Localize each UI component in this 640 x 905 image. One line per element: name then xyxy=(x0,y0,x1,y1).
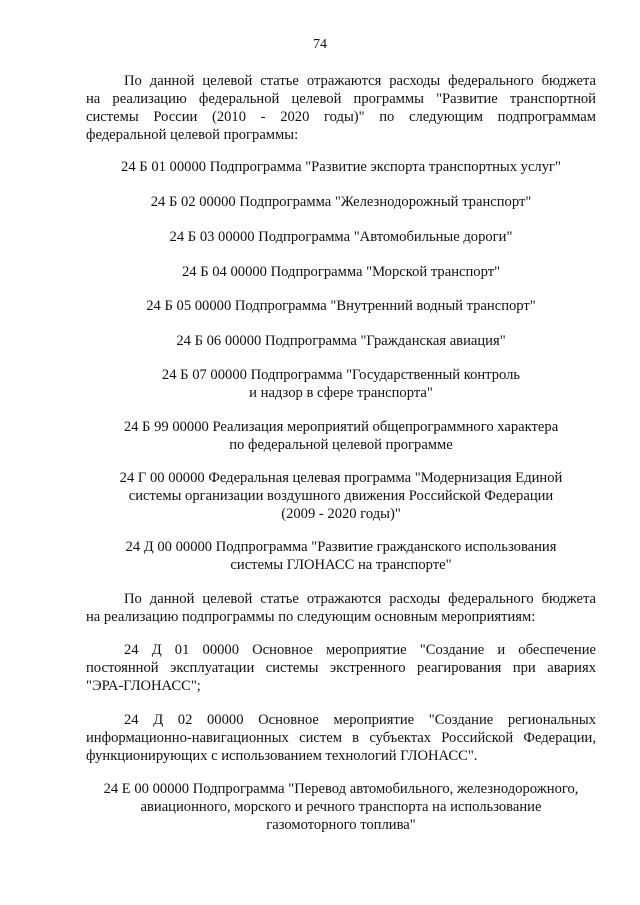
subprogram-line: 24 Б 05 00000 Подпрограмма "Внутренний водный транспорт" xyxy=(146,298,536,314)
subprogram-item xyxy=(86,418,596,454)
subprogram-item xyxy=(86,263,596,281)
subprogram-line: 24 Д 00 00000 Подпрограмма "Развитие гражданского использования xyxy=(125,539,557,555)
subprogram-line: 24 Г 00 00000 Федеральная целевая программа "Модернизация Единой xyxy=(119,470,563,486)
subprogram-line: 24 Б 01 00000 Подпрограмма "Развитие экспорта транспортных услуг" xyxy=(121,159,561,175)
subprogram-line: 24 Б 03 00000 Подпрограмма "Автомобильные дороги" xyxy=(169,229,513,245)
measure-paragraph xyxy=(86,641,596,695)
subprogram-item xyxy=(86,297,596,315)
intro-line: По данной целевой статье отражаются расходы федерального бюджета xyxy=(124,73,596,89)
subprogram-item xyxy=(86,158,596,176)
measure-line: информационно-навигационных систем в субъектах Российской Федерации, xyxy=(86,730,596,746)
subprogram-line: 24 Б 02 00000 Подпрограмма "Железнодорожный транспорт" xyxy=(150,194,532,210)
subprogram-line: 24 Б 07 00000 Подпрограмма "Государственный контроль xyxy=(161,367,521,383)
subprogram-line: системы организации воздушного движения Российской Федерации xyxy=(128,488,554,504)
measure-line: 24 Д 01 00000 Основное мероприятие "Создание и обеспечение xyxy=(124,642,596,658)
intro-paragraph xyxy=(86,590,596,626)
subprogram-line: по федеральной целевой программе xyxy=(229,437,453,453)
subprogram-line: системы ГЛОНАСС на транспорте" xyxy=(230,557,452,573)
measure-line: "ЭРА-ГЛОНАСС"; xyxy=(86,678,201,694)
page-number: 74 xyxy=(313,37,327,52)
subprogram-line: 24 Е 00 00000 Подпрограмма "Перевод автомобильного, железнодорожного, xyxy=(103,781,579,797)
subprogram-line: 24 Б 99 00000 Реализация мероприятий общепрограммного характера xyxy=(123,419,559,435)
intro-line: По данной целевой статье отражаются расходы федерального бюджета xyxy=(124,591,596,607)
subprogram-line: 24 Б 04 00000 Подпрограмма "Морской транспорт" xyxy=(181,264,501,280)
subprogram-item xyxy=(86,332,596,350)
subprogram-line: 24 Б 06 00000 Подпрограмма "Гражданская авиация" xyxy=(176,333,506,349)
subprogram-item xyxy=(86,780,596,834)
subprogram-line: и надзор в сфере транспорта" xyxy=(249,385,433,401)
subprogram-item xyxy=(86,538,596,574)
subprogram-line: газомоторного топлива" xyxy=(266,817,416,833)
intro-line: на реализацию подпрограммы по следующим основным мероприятиям: xyxy=(86,609,536,625)
subprogram-line: (2009 - 2020 годы)" xyxy=(281,506,401,522)
measure-line: постоянной эксплуатации системы экстренного реагирования при авариях xyxy=(86,660,596,676)
intro-line: на реализацию федеральной целевой программы "Развитие транспортной xyxy=(86,91,596,107)
subprogram-line: авиационного, морского и речного транспорта на использование xyxy=(140,799,542,815)
measure-paragraph xyxy=(86,711,596,765)
subprogram-item xyxy=(86,366,596,402)
subprogram-item xyxy=(86,228,596,246)
measure-line: 24 Д 02 00000 Основное мероприятие "Создание региональных xyxy=(124,712,596,728)
measure-line: функционирующих с использованием технологий ГЛОНАСС". xyxy=(86,748,478,764)
intro-line: системы России (2010 - 2020 годы)" по следующим подпрограммам xyxy=(86,109,596,125)
subprogram-item xyxy=(86,469,596,523)
subprogram-item xyxy=(86,193,596,211)
intro-line: федеральной целевой программы: xyxy=(86,127,299,143)
intro-paragraph xyxy=(86,72,596,144)
